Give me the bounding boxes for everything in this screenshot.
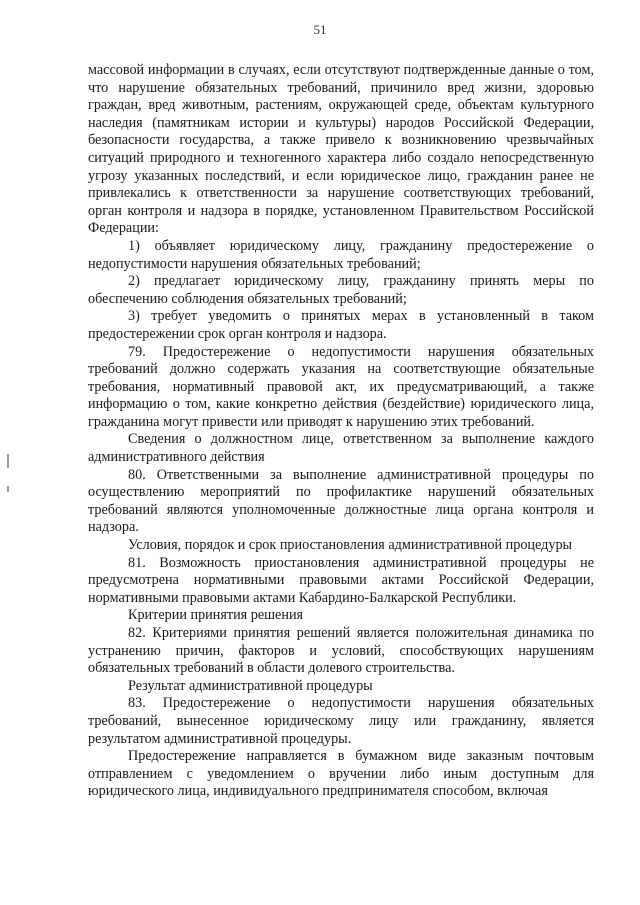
paragraph: Предостережение направляется в бумажном виде заказным почтовым отправлением с уведомлением о вручении либо иным доступным для юридического лица, индивидуального предпринимателя способом, включая	[88, 748, 594, 800]
clause-79: 79. Предостережение о недопустимости нарушения обязательных требований должно содержать указания на соответствующие обязательные требования, нормативный правовой акт, их предусматривающий, а также информацию о том, какие конкретно действия (бездействие) юридического лица, гражданина могут привести или приводят к нарушению этих требований.	[88, 343, 594, 430]
clause-80: 80. Ответственными за выполнение административной процедуры по осуществлению мероприятий по профилактике нарушений обязательных требований являются уполномоченные должностные лица органа контроля и надзора.	[88, 466, 594, 536]
scan-mark	[7, 454, 9, 468]
paragraph: массовой информации в случаях, если отсутствуют подтвержденные данные о том, что нарушение обязательных требований, причинило вред жизни, здоровью граждан, вред животным, растениям, окружающей среде, объектам культурного наследия (памятникам истории и культуры) народов Российской Федерации, безопасности государства, а также привело к возникновению чрезвычайных ситуаций природного и техногенного характера либо создало непосредственную угрозу указанных последствий, и если юридическое лицо, гражданин ранее не привлекались к ответственности за нарушение соответствующих требований, орган контроля и надзора в порядке, установленном Правительством Российской Федерации:	[88, 62, 594, 237]
list-item-3: 3) требует уведомить о принятых мерах в установленный в таком предостережении срок орган контроля и надзора.	[88, 308, 594, 342]
document-body	[88, 62, 594, 801]
section-heading: Результат административной процедуры	[128, 677, 373, 694]
clause-83: 83. Предостережение о недопустимости нарушения обязательных требований, вынесенное юридическому лицу или гражданину, является результатом административной процедуры.	[88, 695, 594, 747]
list-item-1: 1) объявляет юридическому лицу, гражданину предостережение о недопустимости нарушения обязательных требований;	[88, 237, 594, 272]
scan-mark	[7, 486, 9, 492]
list-item-2: 2) предлагает юридическому лицу, гражданину принять меры по обеспечению соблюдения обязательных требований;	[88, 273, 594, 307]
clause-81: 81. Возможность приостановления административной процедуры не предусмотрена нормативными правовыми актами Российской Федерации, нормативными правовыми актами Кабардино-Балкарской Республики.	[88, 554, 594, 606]
section-heading: Условия, порядок и срок приостановления административной процедуры	[128, 537, 573, 554]
clause-82: 82. Критериями принятия решений является положительная динамика по устранению причин, факторов и условий, способствующих нарушениям обязательных требований в области долевого строительства.	[88, 625, 594, 677]
section-heading: Сведения о должностном лице, ответственном за выполнение каждого административного действия	[88, 431, 594, 466]
page-number: 51	[313, 22, 327, 37]
section-heading: Критерии принятия решения	[128, 607, 304, 624]
